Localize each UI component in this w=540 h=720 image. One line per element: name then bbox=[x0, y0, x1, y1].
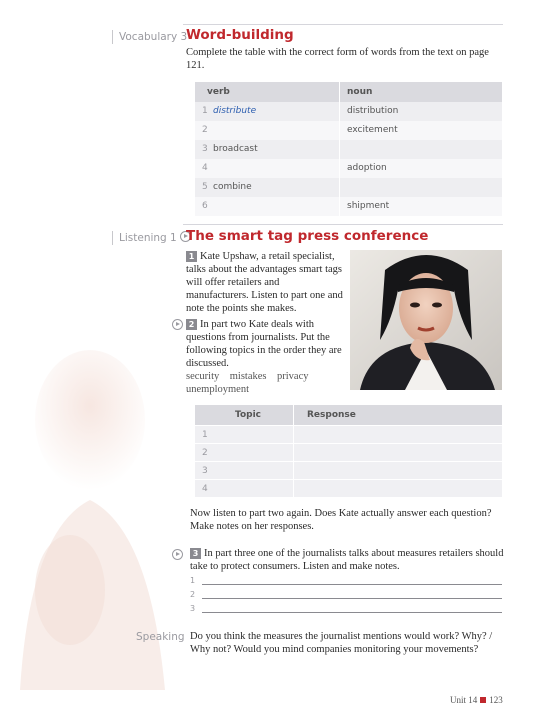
verb-cell: distribute bbox=[213, 106, 257, 116]
noun-cell: excitement bbox=[347, 125, 398, 135]
table-row bbox=[195, 197, 502, 216]
row-number: 3 bbox=[202, 144, 208, 154]
row-number: 4 bbox=[202, 163, 208, 173]
section-rule bbox=[183, 224, 503, 225]
table-row[interactable] bbox=[195, 425, 502, 443]
row-number: 5 bbox=[202, 182, 208, 192]
vocabulary-instruction: Complete the table with the correct form of words from the text on page 121. bbox=[186, 47, 489, 71]
topic-response-table bbox=[195, 405, 502, 497]
task-3 bbox=[190, 547, 504, 573]
task-number-badge: 2 bbox=[186, 319, 197, 330]
header-topic: Topic bbox=[235, 410, 261, 420]
note-line[interactable] bbox=[190, 604, 195, 613]
audio-play-icon[interactable] bbox=[172, 319, 183, 330]
task-2 bbox=[186, 318, 344, 370]
task-number-badge: 3 bbox=[190, 548, 201, 559]
topic-word: security bbox=[186, 371, 220, 382]
noun-cell: distribution bbox=[347, 106, 399, 116]
row-number: 3 bbox=[202, 466, 208, 476]
topic-word: mistakes bbox=[229, 371, 267, 382]
page-footer bbox=[450, 695, 503, 705]
note-line[interactable] bbox=[190, 576, 195, 585]
topic-word: privacy bbox=[277, 371, 309, 382]
table-header-row bbox=[195, 82, 502, 102]
task-1 bbox=[186, 250, 344, 315]
speaker-photo bbox=[350, 250, 502, 390]
row-number: 2 bbox=[202, 448, 208, 458]
line-number: 2 bbox=[190, 590, 196, 599]
header-noun: noun bbox=[347, 87, 373, 97]
section-tab-vocabulary: Vocabulary 3 bbox=[112, 30, 187, 44]
section-tab-listening: Listening 1 bbox=[112, 231, 191, 245]
noun-cell: adoption bbox=[347, 163, 387, 173]
verb-cell: broadcast bbox=[213, 144, 258, 154]
followup-instruction: Now listen to part two again. Does Kate actually answer each question? Make notes on her responses. bbox=[190, 508, 492, 532]
row-number: 6 bbox=[202, 201, 208, 211]
header-verb: verb bbox=[207, 87, 230, 97]
table-row[interactable] bbox=[195, 461, 502, 479]
row-number: 2 bbox=[202, 125, 208, 135]
table-row bbox=[195, 121, 502, 140]
task-3-text: In part three one of the journalists talks about measures retailers should take to protect consumers. Listen and make notes. bbox=[190, 548, 504, 572]
page-number: 123 bbox=[489, 695, 503, 705]
unit-label: Unit 14 bbox=[450, 695, 478, 705]
section-rule bbox=[183, 24, 503, 25]
task-1-text: Kate Upshaw, a retail specialist, talks about the advantages smart tags will offer retailers and manufacturers. Listen to part one and note the points she makes. bbox=[186, 251, 343, 314]
table-row bbox=[195, 178, 502, 197]
task-2-text: In part two Kate deals with questions from journalists. Put the following topics in the order they are discussed. bbox=[186, 319, 342, 369]
audio-play-icon[interactable] bbox=[172, 549, 183, 560]
topic-word: unemployment bbox=[186, 384, 249, 395]
task-number-badge: 1 bbox=[186, 251, 197, 262]
table-row[interactable] bbox=[195, 443, 502, 461]
line-number: 3 bbox=[190, 604, 196, 613]
row-number: 1 bbox=[202, 430, 208, 440]
header-response: Response bbox=[307, 410, 356, 420]
word-building-table bbox=[195, 82, 502, 216]
row-number: 4 bbox=[202, 484, 208, 494]
table-header-row bbox=[195, 405, 502, 425]
section-title-word-building: Word-building bbox=[186, 27, 294, 43]
verb-cell: combine bbox=[213, 182, 252, 192]
table-row bbox=[195, 102, 502, 121]
table-row bbox=[195, 140, 502, 159]
footer-square-icon bbox=[480, 697, 486, 703]
noun-cell: shipment bbox=[347, 201, 390, 211]
table-row bbox=[195, 159, 502, 178]
section-tab-speaking: Speaking bbox=[136, 631, 185, 643]
line-number: 1 bbox=[190, 576, 196, 585]
note-line[interactable] bbox=[190, 590, 195, 599]
table-row[interactable] bbox=[195, 479, 502, 497]
topic-list bbox=[186, 370, 346, 396]
section-title-smart-tag: The smart tag press conference bbox=[186, 228, 429, 244]
row-number: 1 bbox=[202, 106, 208, 116]
speaking-prompt: Do you think the measures the journalist mentions would work? Why? / Why not? Would you mind companies monitoring your movements? bbox=[190, 631, 493, 655]
